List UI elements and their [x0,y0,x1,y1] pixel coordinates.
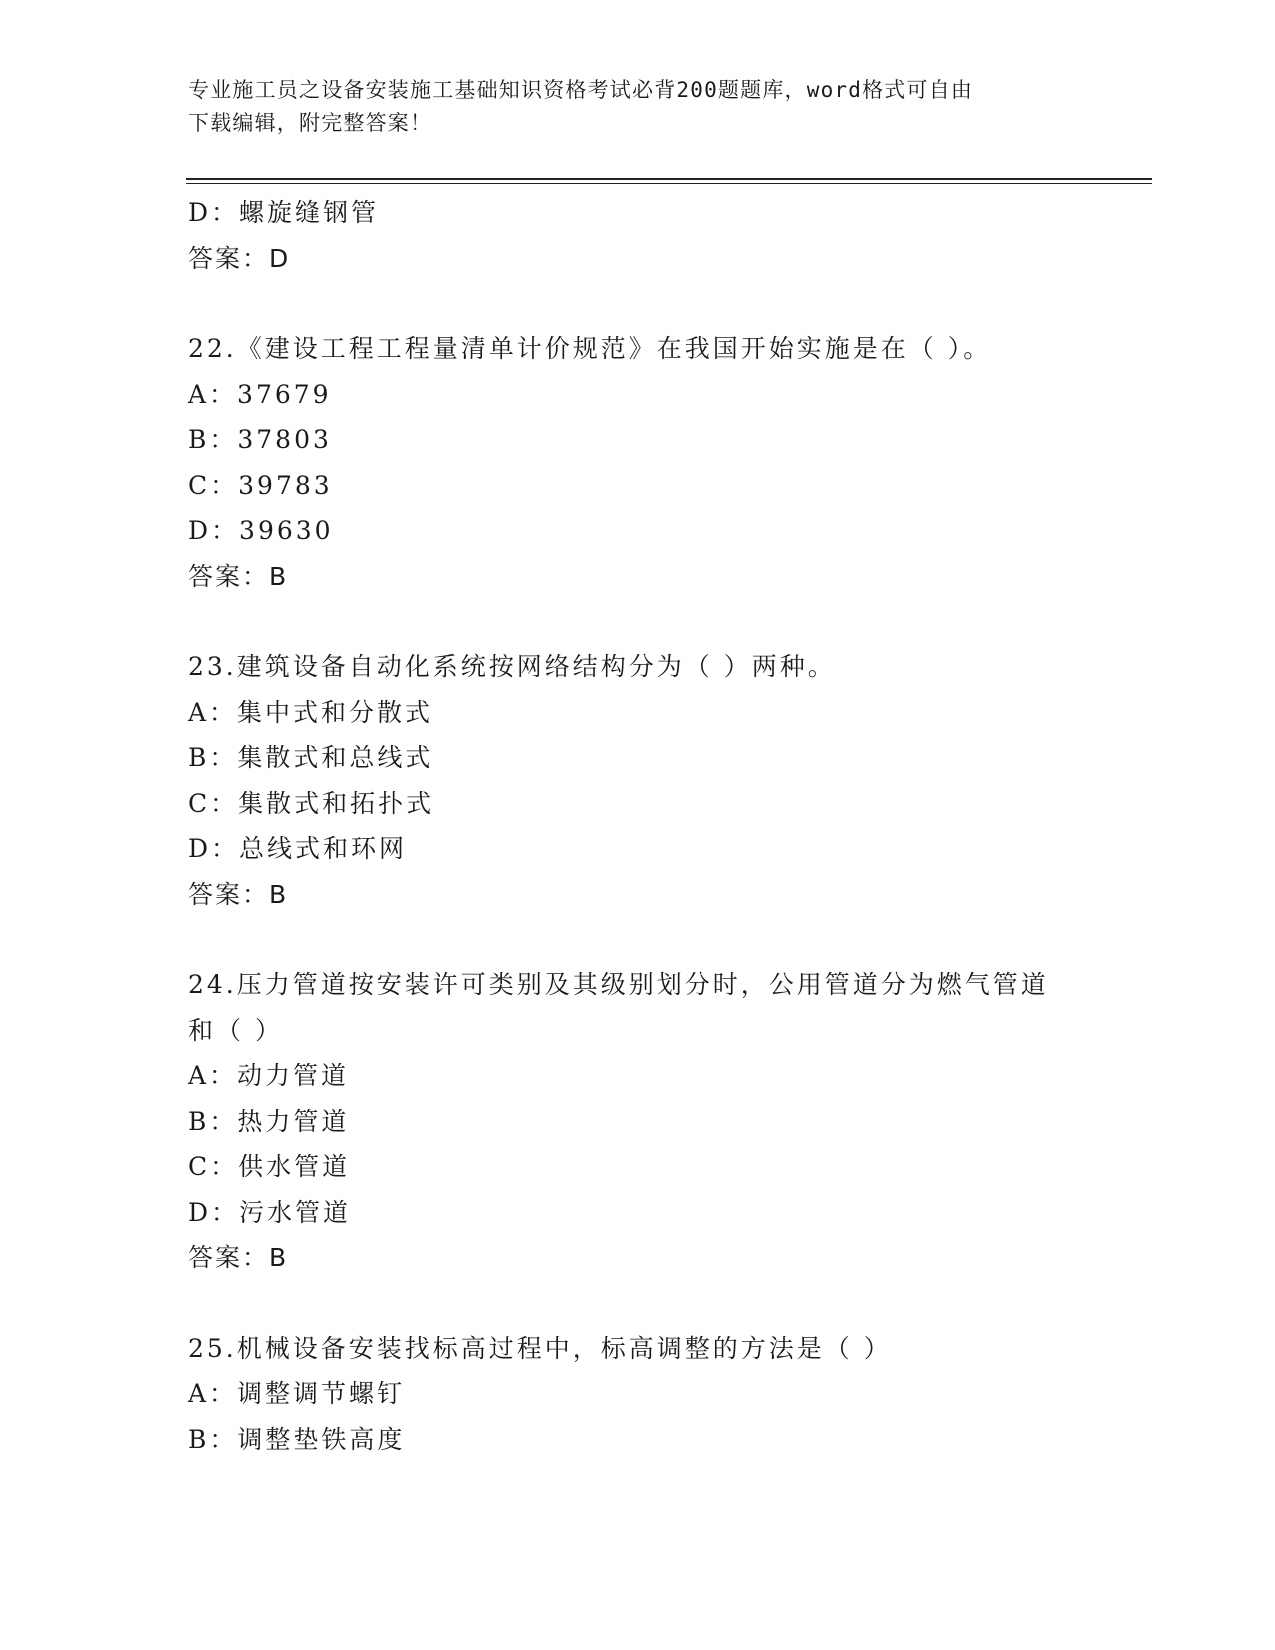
q22-answer: 答案：B [188,561,289,591]
document-header [188,74,1088,140]
header-line-1: 专业施工员之设备安装施工基础知识资格考试必背200题题库，word格式可自由 [188,78,974,102]
q23-option-c: C：集散式和拓扑式 [188,788,435,818]
q23-option-b: B：集散式和总线式 [188,743,434,772]
q22-option-c: C：39783 [188,470,333,500]
q25-question: 25.机械设备安装找标高过程中，标高调整的方法是（ ） [188,1333,892,1363]
q23-question: 23.建筑设备自动化系统按网络结构分为（ ）两种。 [188,652,836,681]
prev-option-d: D：螺旋缝钢管 [188,198,380,227]
q23-option-a: A：集中式和分散式 [188,697,434,727]
header-divider-thick [186,178,1152,180]
spacer [188,281,1088,326]
prev-answer: 答案：D [188,243,291,273]
q25-option-a: A：调整调节螺钉 [188,1379,406,1408]
spacer [188,599,1088,644]
q24-answer: 答案：B [188,1243,289,1272]
header-line-2: 下载编辑，附完整答案！ [188,111,433,135]
q23-option-d: D：总线式和环网 [188,834,408,863]
q23-answer: 答案：B [188,879,289,909]
q24-question-line-2: 和（ ） [188,1015,283,1045]
header-divider-thin [186,183,1152,184]
document-body [188,190,1088,1462]
q24-option-d: D：污水管道 [188,1197,352,1227]
q22-option-b: B：37803 [188,425,332,454]
q25-option-b: B：调整垫铁高度 [188,1424,406,1454]
spacer [188,1281,1088,1326]
q24-option-b: B：热力管道 [188,1106,350,1136]
q22-option-d: D：39630 [188,516,334,545]
spacer [188,917,1088,962]
q24-option-c: C：供水管道 [188,1152,351,1181]
q24-option-a: A：动力管道 [188,1061,350,1090]
q22-question: 22.《建设工程工程量清单计价规范》在我国开始实施是在（ ）。 [188,334,992,363]
q24-question-line-1: 24.压力管道按安装许可类别及其级别划分时，公用管道分为燃气管道 [188,970,1049,999]
q22-option-a: A：37679 [188,379,332,409]
